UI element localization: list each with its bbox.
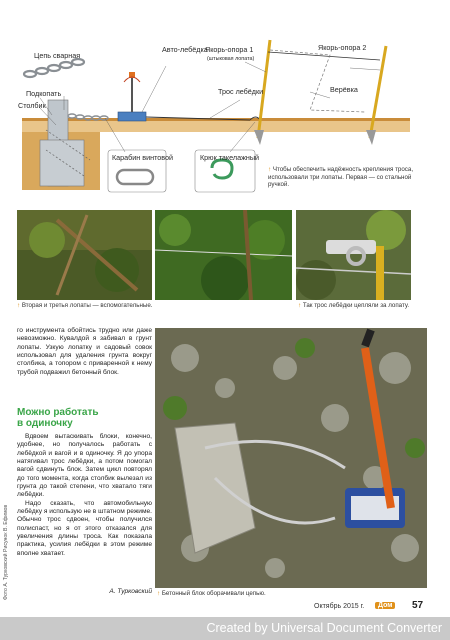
diagram-note-text: Чтобы обеспечить надёжность крепления троса, использовали три лопаты. Первая — со стальной ручкой. [268,166,414,189]
label-anchor1: Якорь-опора 1 [205,45,254,54]
label-chain: Цепь сварная [34,51,81,60]
vertical-credit: Фото А. Турковский Рисунок В. Ефимов [3,504,9,600]
label-anchor2: Якорь-опора 2 [318,43,367,52]
concrete-block [40,140,84,186]
caption-block [157,590,357,597]
page-number: 57 [412,600,424,611]
caption-shovels-text: Вторая и третья лопаты — вспомогательные. [21,302,153,309]
heading-line2: в одиночку [17,418,73,429]
label-anchor1-sub: (штыковая лопата) [207,56,255,62]
label-dig: Подкопать [26,89,62,98]
photo-shovels-2 [155,210,292,300]
photo-cable-hooked [296,210,411,300]
article-body [17,433,152,558]
caption-arrow-icon: ↑ [17,302,21,309]
article-intro [17,327,152,377]
winch [118,112,146,121]
diagram-note [268,166,418,189]
watermark-banner: Created by Universal Document Converter [0,617,450,640]
caption-block-text: Бетонный блок оборачивали цепью. [161,590,266,597]
rope [270,50,365,112]
label-hook: Крюк такелажный [200,153,260,162]
caption-shovels [17,302,267,309]
caption-cable-hooked-text: Так трос лебёдки цепляли за лопату. [302,302,410,309]
photo-concrete-block [155,328,427,588]
label-post: Столбик [18,101,46,110]
chain-sample-icon [24,59,84,77]
label-rope: Верёвка [330,85,358,94]
paragraph-2: Надо сказать, что автомобильную лебёдку я использую не в штатном режиме. Обычно трос сдвоен, чтобы получился полиспаст, но я от этого отказался для увеличения длины троса. Как показала практика, усилия лебёдки в этом режиме вполне хватает. [17,499,152,557]
label-carabiner: Карабин винтовой [112,153,174,162]
caption-cable-hooked [298,302,428,309]
heading-line1: Можно работать [17,407,99,418]
magazine-logo: Дом [375,602,395,609]
caption-arrow-icon: ↑ [157,590,161,597]
photo-shovels-1 [17,210,152,300]
paragraph-1: Вдвоем вытаскивать блоки, конечно, удобнее, но получалось работать с лебёдкой и вагой и в одиночку. Я до упора натягивал трос лебёдки, а потом помогал вагой сдвинуть блок. Затем цикл повторял до того момента, когда столбик вылезал из грунта до такой степени, что хватало тяги лебёдки. [17,433,152,499]
author: А. Турковский [109,588,152,595]
issue-date: Октябрь 2015 г. [314,603,365,610]
label-cable: Трос лебёдки [218,87,264,96]
caption-arrow-icon: ↑ [268,166,272,173]
article-intro-text: го инструмента обойтись трудно или даже невозможно. Кувалдой я забивал в грунт лопаты. Узкую лопатку и садовый совок использовал для удаления грунта вокруг столбика, а топором с приваренной к нему трубой подважил бетонный блок. [17,327,152,376]
caption-arrow-icon: ↑ [298,302,302,309]
article-heading [17,407,152,429]
label-winch: Авто-лебёдка [162,45,208,54]
